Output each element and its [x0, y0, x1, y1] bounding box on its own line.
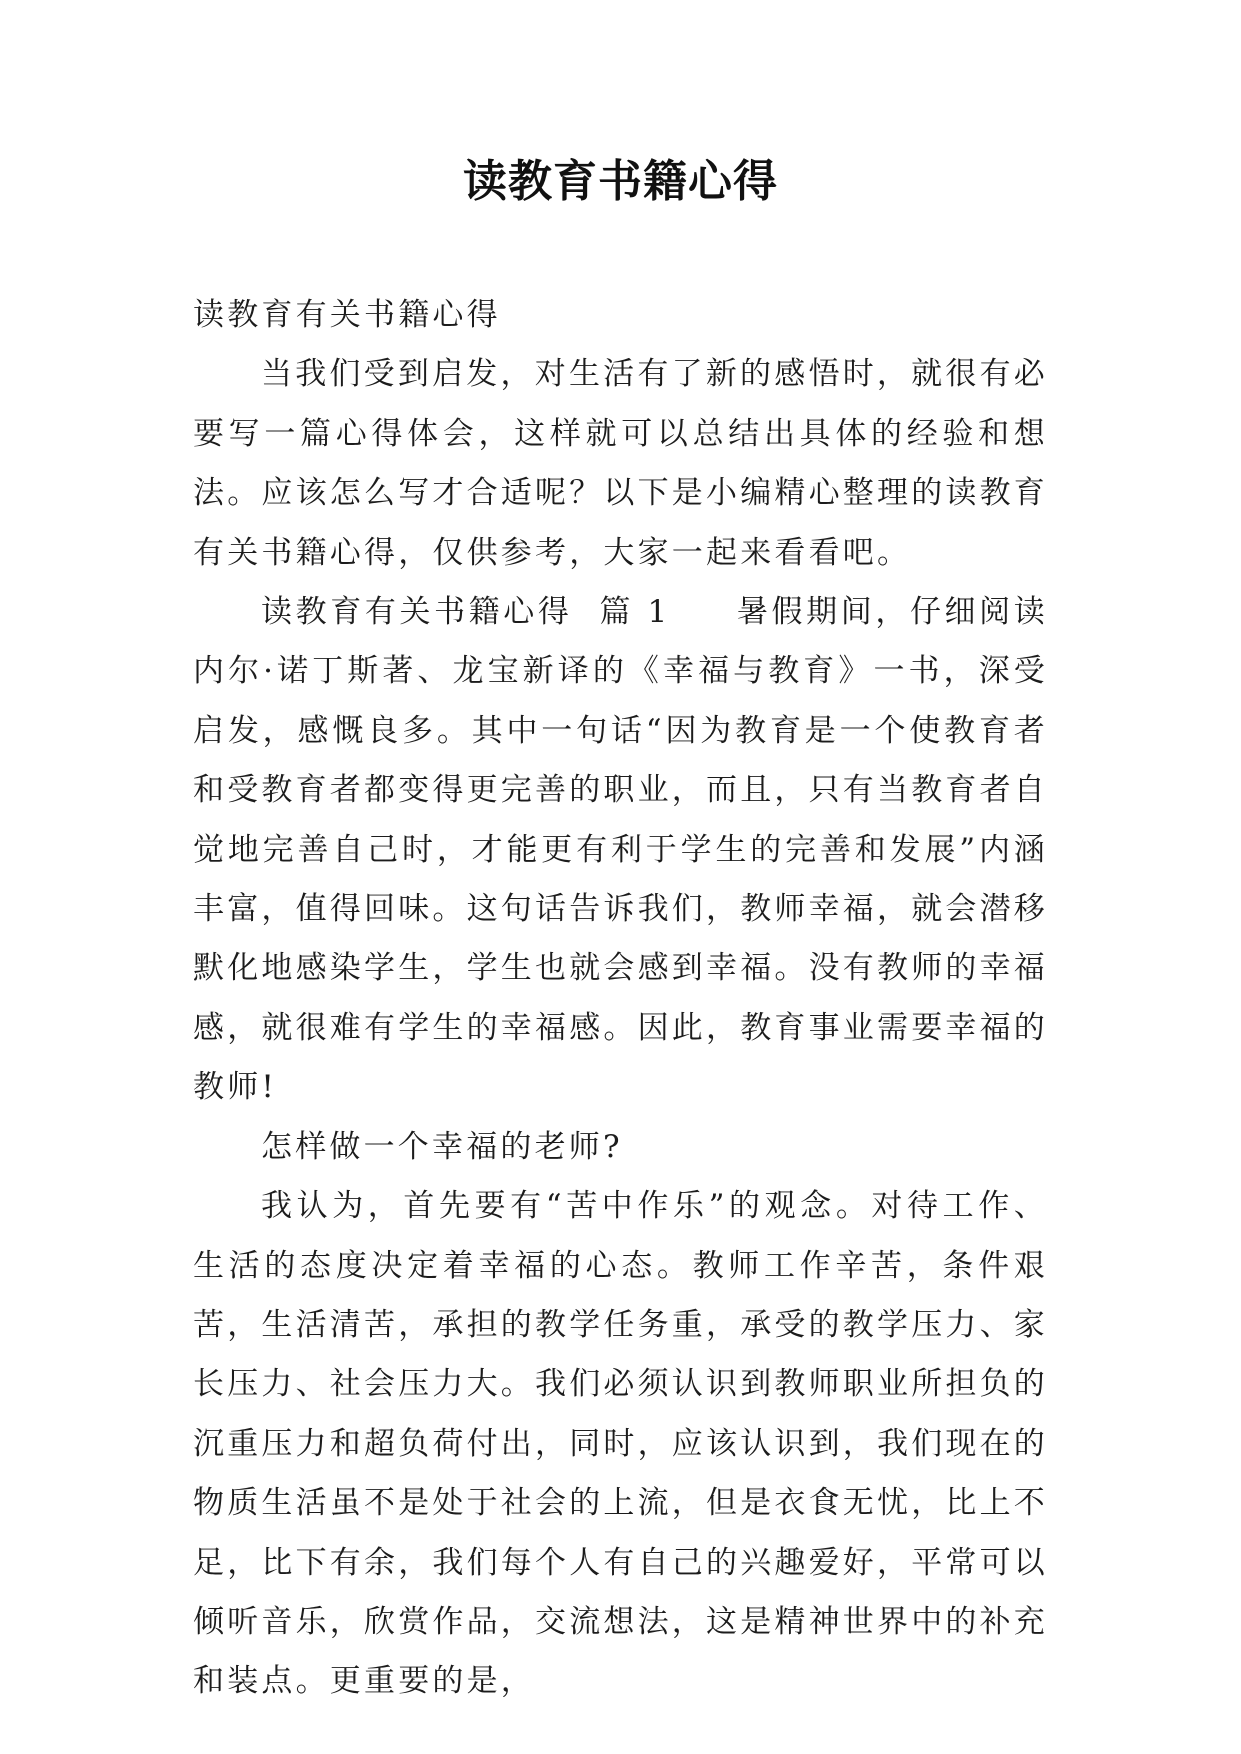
document-title: 读教育书籍心得 [463, 156, 778, 207]
document-body [193, 286, 1048, 1712]
piece1-paragraph [193, 583, 1048, 1118]
intro-paragraph: 当我们受到启发，对生活有了新的感悟时，就很有必要写一篇心得体会，这样就可以总结出具体的经验和想法。应该怎么写才合适呢？以下是小编精心整理的读教育有关书籍心得，仅供参考，大家一起来看看吧。 [193, 356, 1048, 571]
subtitle-paragraph: 读教育有关书籍心得 [193, 297, 501, 333]
question-paragraph: 怎样做一个幸福的老师? [261, 1128, 623, 1165]
answer-paragraph: 我认为，首先要有“苦中作乐”的观念。对待工作、生活的态度决定着幸福的心态。教师工作辛苦，条件艰苦，生活清苦，承担的教学任务重，承受的教学压力、家长压力、社会压力大。我们必须认识到教师职业所担负的沉重压力和超负荷付出，同时，应该认识到，我们现在的物质生活虽不是处于社会的上流，但是衣食无忧，比上不足，比下有余，我们每个人有自己的兴趣爱好，平常可以倾听音乐，欣赏作品，交流想法，这是精神世界中的补充和装点。更重要的是， [193, 1188, 1048, 1700]
piece1-label: 读教育有关书籍心得 篇 1 [261, 594, 671, 631]
piece1-text: 暑假期间，仔细阅读内尔·诺丁斯著、龙宝新译的《幸福与教育》一书，深受启发，感慨良多。其中一句话“因为教育是一个使教育者和受教育者都变得更完善的职业，而且，只有当教育者自觉地完善自己时，才能更有利于学生的完善和发展”内涵丰富，值得回味。这句话告诉我们，教师幸福，就会潜移默化地感染学生，学生也就会感到幸福。没有教师的幸福感，就很难有学生的幸福感。因此，教育事业需要幸福的教师! [193, 594, 1048, 1106]
